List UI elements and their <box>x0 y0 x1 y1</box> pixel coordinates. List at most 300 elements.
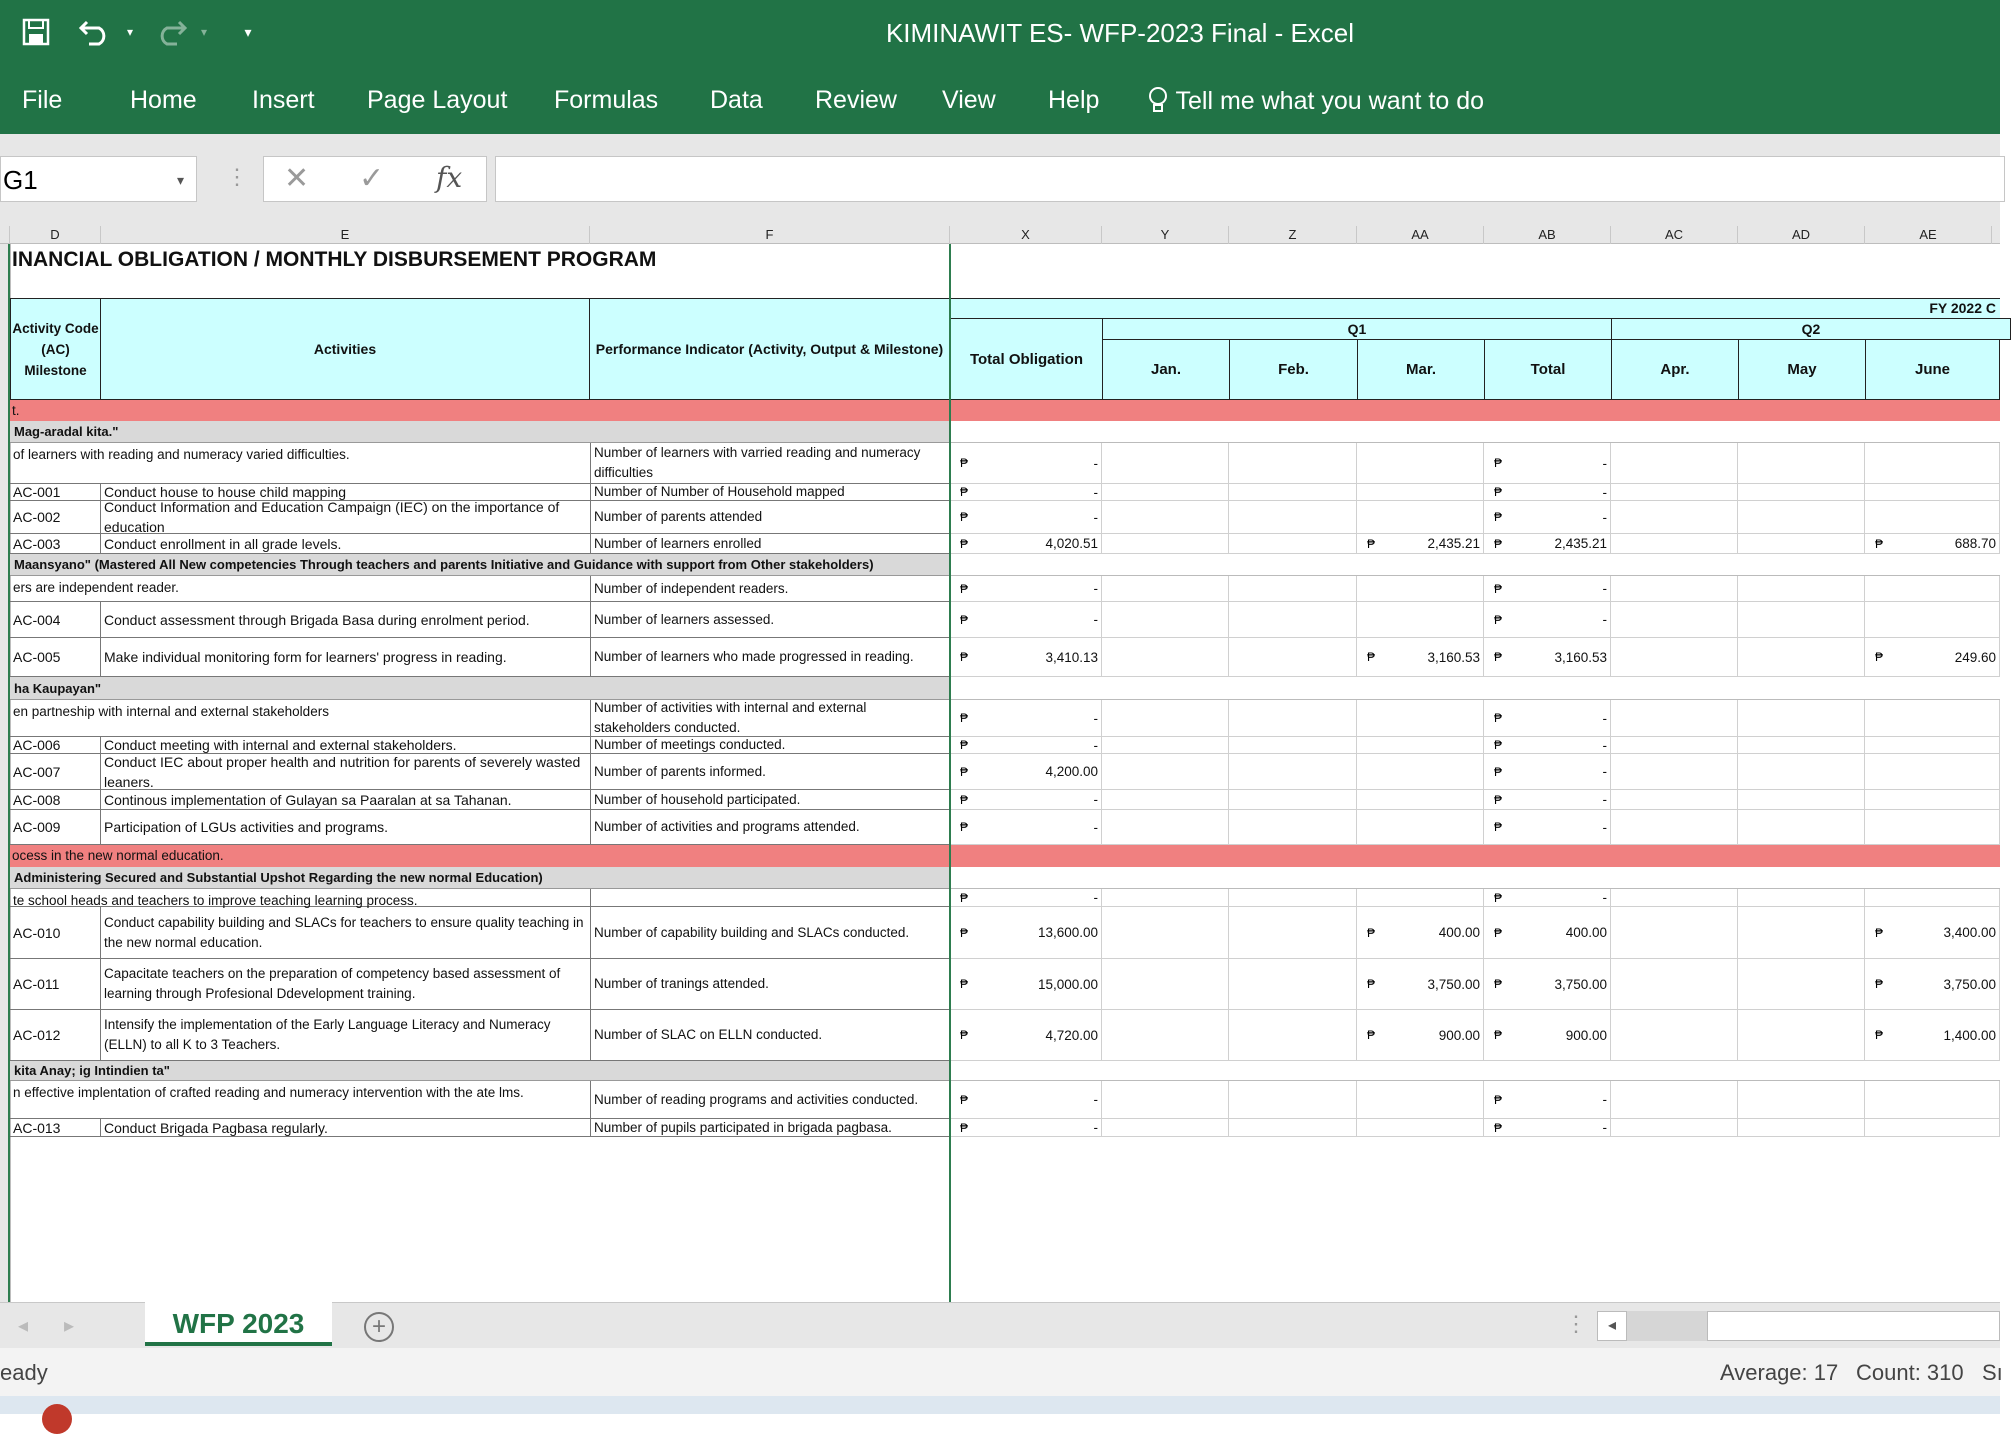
performance-indicator[interactable]: Number of learners assessed. <box>590 602 950 638</box>
amount-cell-y[interactable] <box>1102 889 1229 907</box>
amount-cell-z[interactable] <box>1229 790 1357 810</box>
amount-cell-ab[interactable]: - <box>1484 484 1611 501</box>
taskbar-strip <box>0 1396 2000 1414</box>
peso-sign: ₱ <box>1494 650 1503 664</box>
amount-cell-ad[interactable] <box>1738 534 1865 554</box>
amount-cell-ab[interactable]: - <box>1484 889 1611 907</box>
amount-cell-ae[interactable] <box>1865 576 2000 602</box>
amount-cell-ac[interactable] <box>1611 810 1738 845</box>
amount-cell-y[interactable] <box>1102 638 1229 677</box>
activity-code[interactable]: AC-009 <box>10 810 101 845</box>
amount-cell-y[interactable] <box>1102 700 1229 737</box>
amount-cell-aa[interactable] <box>1357 576 1484 602</box>
cancel-icon[interactable]: ✕ <box>284 162 310 195</box>
col-header-X[interactable]: X <box>950 226 1102 244</box>
amount-cell-ae[interactable]: 249.60 <box>1865 638 2000 677</box>
activity-code[interactable]: AC-005 <box>10 638 101 677</box>
amount-cell-ad[interactable] <box>1738 907 1865 959</box>
activity-code[interactable]: AC-010 <box>10 907 101 959</box>
amount-cell-x[interactable]: - <box>950 700 1102 737</box>
amount-cell-y[interactable] <box>1102 534 1229 554</box>
amount-cell-x[interactable]: - <box>950 889 1102 907</box>
header-may[interactable]: May <box>1738 339 1866 400</box>
taskbar-app-icon[interactable] <box>42 1404 72 1434</box>
col-header-AD[interactable]: AD <box>1738 226 1865 244</box>
status-mode: eady <box>0 1360 48 1385</box>
hscroll-track[interactable] <box>1707 1311 2000 1341</box>
tab-home[interactable]: Home <box>130 86 197 114</box>
amount-cell-aa[interactable]: 3,750.00 <box>1357 959 1484 1010</box>
amount-cell-aa[interactable] <box>1357 737 1484 754</box>
peso-sign: ₱ <box>1367 650 1376 664</box>
performance-indicator[interactable]: Number of tranings attended. <box>590 959 950 1010</box>
amount-cell-ab[interactable]: - <box>1484 602 1611 638</box>
tab-formulas[interactable]: Formulas <box>554 86 659 114</box>
amount-cell-ac[interactable] <box>1611 443 1738 484</box>
amount-cell-ae[interactable] <box>1865 1081 2000 1119</box>
activity-cell[interactable]: Conduct IEC about proper health and nutrition for parents of severely wasted leaners. <box>101 754 590 790</box>
performance-indicator[interactable]: Number of activities with internal and external stakeholders conducted. <box>590 700 950 737</box>
amount-cell-y[interactable] <box>1102 810 1229 845</box>
amount-cell-ad[interactable] <box>1738 810 1865 845</box>
amount-cell-ad[interactable] <box>1738 959 1865 1010</box>
amount-cell-ab[interactable]: - <box>1484 576 1611 602</box>
amount-cell-z[interactable] <box>1229 1010 1357 1061</box>
amount-cell-ab[interactable]: - <box>1484 700 1611 737</box>
header-total-obligation[interactable]: Total Obligation <box>950 318 1103 400</box>
amount-cell-z[interactable] <box>1229 534 1357 554</box>
column-header-row <box>0 226 2000 244</box>
col-header-F[interactable]: F <box>590 226 950 244</box>
tell-me-search[interactable] <box>1147 86 1484 116</box>
tab-page-layout[interactable]: Page Layout <box>367 86 508 114</box>
amount-cell-z[interactable] <box>1229 576 1357 602</box>
objective-cell[interactable]: ers are independent reader. <box>10 576 590 602</box>
amount-cell-x[interactable]: - <box>950 790 1102 810</box>
header-apr[interactable]: Apr. <box>1611 339 1739 400</box>
row-gray-right[interactable] <box>950 421 2000 443</box>
amount-cell-ac[interactable] <box>1611 638 1738 677</box>
tab-review[interactable]: Review <box>815 86 897 114</box>
amount-cell-z[interactable] <box>1229 484 1357 501</box>
peso-sign: ₱ <box>1875 537 1884 551</box>
amount-cell-ac[interactable] <box>1611 534 1738 554</box>
peso-sign: ₱ <box>1494 582 1503 596</box>
amount-cell-ad[interactable] <box>1738 443 1865 484</box>
new-sheet-icon[interactable]: + <box>364 1312 394 1342</box>
amount-cell-x[interactable]: 15,000.00 <box>950 959 1102 1010</box>
peso-sign: ₱ <box>960 485 969 499</box>
amount-cell-y[interactable] <box>1102 959 1229 1010</box>
peso-sign: ₱ <box>960 711 969 725</box>
ribbon <box>0 66 2000 134</box>
peso-sign: ₱ <box>960 926 969 940</box>
col-header-AC[interactable]: AC <box>1611 226 1738 244</box>
amount-cell-x[interactable]: 4,200.00 <box>950 754 1102 790</box>
peso-sign: ₱ <box>1494 1028 1503 1042</box>
amount-cell-ae[interactable]: 3,750.00 <box>1865 959 2000 1010</box>
amount-cell-x[interactable]: - <box>950 602 1102 638</box>
amount-cell-y[interactable] <box>1102 501 1229 534</box>
amount-cell-ac[interactable] <box>1611 700 1738 737</box>
col-header-D[interactable]: D <box>10 226 101 244</box>
amount-cell-ac[interactable] <box>1611 790 1738 810</box>
amount-cell-z[interactable] <box>1229 1081 1357 1119</box>
activity-cell[interactable]: Continous implementation of Gulayan sa Paaralan at sa Tahanan. <box>101 790 590 810</box>
peso-sign: ₱ <box>1494 510 1503 524</box>
performance-indicator[interactable]: Number of pupils participated in brigada pagbasa. <box>590 1119 950 1137</box>
sheet-tab-wfp-2023[interactable]: WFP 2023 <box>145 1302 332 1346</box>
amount-cell-y[interactable] <box>1102 754 1229 790</box>
amount-cell-y[interactable] <box>1102 737 1229 754</box>
amount-cell-x[interactable]: - <box>950 1119 1102 1137</box>
tab-view[interactable]: View <box>942 86 996 114</box>
performance-indicator[interactable]: Number of capability building and SLACs conducted. <box>590 907 950 959</box>
amount-cell-y[interactable] <box>1102 576 1229 602</box>
performance-indicator[interactable]: Number of meetings conducted. <box>590 737 950 754</box>
row-gray-right[interactable] <box>950 677 2000 700</box>
window-title: KIMINAWIT ES- WFP-2023 Final - Excel <box>885 18 1355 48</box>
amount-cell-aa[interactable] <box>1357 602 1484 638</box>
amount-cell-ab[interactable]: - <box>1484 790 1611 810</box>
redo-dropdown-icon[interactable]: ▾ <box>200 25 208 39</box>
amount-cell-x[interactable]: - <box>950 501 1102 534</box>
peso-sign: ₱ <box>1367 1028 1376 1042</box>
activity-cell[interactable]: Participation of LGUs activities and programs. <box>101 810 590 845</box>
row-band-gray[interactable]: Mag-aradal kita." <box>10 421 950 443</box>
lightbulb-icon <box>1147 86 1169 114</box>
amount-cell-ae[interactable] <box>1865 501 2000 534</box>
objective-cell[interactable]: n effective implentation of crafted reading and numeracy intervention with the ate lms. <box>10 1081 590 1119</box>
amount-cell-ae[interactable] <box>1865 700 2000 737</box>
col-header-E[interactable]: E <box>101 226 590 244</box>
amount-cell-ab[interactable]: 3,750.00 <box>1484 959 1611 1010</box>
performance-indicator[interactable]: Number of SLAC on ELLN conducted. <box>590 1010 950 1061</box>
header-feb[interactable]: Feb. <box>1229 339 1358 400</box>
insert-function-icon[interactable]: fx <box>436 161 463 194</box>
amount-cell-ab[interactable]: 2,435.21 <box>1484 534 1611 554</box>
undo-dropdown-icon[interactable]: ▾ <box>126 25 134 39</box>
amount-cell-x[interactable]: 13,600.00 <box>950 907 1102 959</box>
col-header-Z[interactable]: Z <box>1229 226 1357 244</box>
activity-cell[interactable]: Conduct Brigada Pagbasa regularly. <box>101 1119 590 1137</box>
activity-code[interactable]: AC-004 <box>10 602 101 638</box>
peso-sign: ₱ <box>960 820 969 834</box>
amount-cell-aa[interactable] <box>1357 484 1484 501</box>
performance-indicator[interactable]: Number of learners with varried reading and numeracy difficulties <box>590 443 950 484</box>
status-sum[interactable]: Sı <box>1982 1360 2003 1385</box>
activity-code[interactable]: AC-003 <box>10 534 101 554</box>
row-gray-right[interactable] <box>950 554 2000 576</box>
amount-cell-ac[interactable] <box>1611 889 1738 907</box>
peso-sign: ₱ <box>1494 765 1503 779</box>
performance-indicator[interactable]: Number of Number of Household mapped <box>590 484 950 501</box>
amount-cell-ad[interactable] <box>1738 790 1865 810</box>
performance-indicator[interactable]: Number of household participated. <box>590 790 950 810</box>
amount-cell-ad[interactable] <box>1738 638 1865 677</box>
header-fy[interactable]: FY 2022 C <box>950 298 2000 319</box>
amount-cell-z[interactable] <box>1229 754 1357 790</box>
amount-cell-ad[interactable] <box>1738 501 1865 534</box>
amount-cell-ad[interactable] <box>1738 700 1865 737</box>
activity-code[interactable]: AC-011 <box>10 959 101 1010</box>
row-band-pink[interactable]: t. <box>10 400 2000 421</box>
peso-sign: ₱ <box>1494 537 1503 551</box>
amount-cell-ac[interactable] <box>1611 602 1738 638</box>
amount-cell-z[interactable] <box>1229 638 1357 677</box>
amount-cell-ab[interactable]: - <box>1484 501 1611 534</box>
amount-cell-ab[interactable]: - <box>1484 737 1611 754</box>
amount-cell-ab[interactable]: - <box>1484 443 1611 484</box>
scroll-tabs-left-icon[interactable]: ◂ <box>18 1315 29 1337</box>
amount-cell-x[interactable]: - <box>950 810 1102 845</box>
amount-cell-z[interactable] <box>1229 700 1357 737</box>
amount-cell-ab[interactable]: 400.00 <box>1484 907 1611 959</box>
amount-cell-aa[interactable] <box>1357 754 1484 790</box>
customize-qat-icon[interactable]: ▾ <box>244 23 252 40</box>
header-jan[interactable]: Jan. <box>1102 339 1230 400</box>
hscroll-left-icon[interactable]: ◂ <box>1597 1311 1627 1341</box>
row-gray-right[interactable] <box>950 867 2000 889</box>
performance-indicator[interactable]: Number of activities and programs attended. <box>590 810 950 845</box>
amount-cell-ab[interactable]: - <box>1484 754 1611 790</box>
amount-cell-aa[interactable]: 3,160.53 <box>1357 638 1484 677</box>
col-header-AA[interactable]: AA <box>1357 226 1484 244</box>
amount-cell-ad[interactable] <box>1738 754 1865 790</box>
performance-indicator[interactable] <box>590 889 950 907</box>
amount-cell-ac[interactable] <box>1611 484 1738 501</box>
amount-cell-y[interactable] <box>1102 790 1229 810</box>
peso-sign: ₱ <box>960 891 969 905</box>
amount-cell-ac[interactable] <box>1611 737 1738 754</box>
peso-sign: ₱ <box>960 765 969 779</box>
activity-cell[interactable]: Intensify the implementation of the Early Language Literacy and Numeracy (ELLN) to all K to 3 Teachers. <box>101 1010 590 1061</box>
amount-cell-z[interactable] <box>1229 959 1357 1010</box>
activity-cell[interactable]: Conduct meeting with internal and external stakeholders. <box>101 737 590 754</box>
amount-cell-ac[interactable] <box>1611 576 1738 602</box>
activity-cell[interactable]: Conduct Information and Education Campaign (IEC) on the importance of education <box>101 501 590 534</box>
amount-cell-ae[interactable]: 3,400.00 <box>1865 907 2000 959</box>
amount-cell-ae[interactable]: 1,400.00 <box>1865 1010 2000 1061</box>
amount-cell-ae[interactable] <box>1865 1119 2000 1137</box>
activity-cell[interactable]: Capacitate teachers on the preparation of competency based assessment of learning through Profesional Ddevelopment training. <box>101 959 590 1010</box>
enter-icon[interactable]: ✓ <box>359 162 385 195</box>
amount-cell-z[interactable] <box>1229 501 1357 534</box>
amount-cell-x[interactable]: - <box>950 443 1102 484</box>
amount-cell-aa[interactable] <box>1357 810 1484 845</box>
amount-cell-aa[interactable]: 2,435.21 <box>1357 534 1484 554</box>
performance-indicator[interactable]: Number of independent readers. <box>590 576 950 602</box>
activity-code[interactable]: AC-012 <box>10 1010 101 1061</box>
objective-cell[interactable]: te school heads and teachers to improve teaching learning process. <box>10 889 590 907</box>
amount-cell-x[interactable]: 3,410.13 <box>950 638 1102 677</box>
peso-sign: ₱ <box>1875 650 1884 664</box>
performance-indicator[interactable]: Number of reading programs and activities conducted. <box>590 1081 950 1119</box>
amount-cell-y[interactable] <box>1102 443 1229 484</box>
amount-cell-ac[interactable] <box>1611 1081 1738 1119</box>
amount-cell-ad[interactable] <box>1738 1010 1865 1061</box>
amount-cell-ae[interactable] <box>1865 602 2000 638</box>
row-band-pink[interactable]: ocess in the new normal education. <box>10 845 2000 867</box>
tab-file[interactable]: File <box>22 86 63 114</box>
peso-sign: ₱ <box>1494 738 1503 752</box>
performance-indicator[interactable]: Number of learners enrolled <box>590 534 950 554</box>
amount-cell-ac[interactable] <box>1611 501 1738 534</box>
amount-cell-z[interactable] <box>1229 889 1357 907</box>
performance-indicator[interactable]: Number of parents attended <box>590 501 950 534</box>
peso-sign: ₱ <box>1494 1121 1503 1135</box>
row-band-gray[interactable]: ha Kaupayan" <box>10 677 950 700</box>
amount-cell-aa[interactable] <box>1357 700 1484 737</box>
amount-cell-aa[interactable]: 900.00 <box>1357 1010 1484 1061</box>
activity-code[interactable]: AC-013 <box>10 1119 101 1137</box>
spreadsheet-grid[interactable] <box>0 244 2000 1302</box>
activity-cell[interactable]: Conduct capability building and SLACs for teachers to ensure quality teaching in the new normal education. <box>101 907 590 959</box>
header-activity-code[interactable]: Activity Code (AC) Milestone <box>10 298 101 400</box>
amount-cell-ad[interactable] <box>1738 576 1865 602</box>
tab-data[interactable]: Data <box>710 86 763 114</box>
amount-cell-aa[interactable]: 400.00 <box>1357 907 1484 959</box>
header-q2[interactable]: Q2 <box>1611 318 2011 340</box>
amount-cell-ae[interactable] <box>1865 889 2000 907</box>
title-bar <box>0 0 2000 66</box>
activity-code[interactable]: AC-006 <box>10 737 101 754</box>
objective-cell[interactable]: of learners with reading and numeracy varied difficulties. <box>10 443 590 484</box>
amount-cell-ad[interactable] <box>1738 889 1865 907</box>
amount-cell-ac[interactable] <box>1611 959 1738 1010</box>
amount-cell-aa[interactable] <box>1357 889 1484 907</box>
status-count[interactable]: Count: 310 <box>1856 1360 1964 1385</box>
amount-cell-ab[interactable]: - <box>1484 1081 1611 1119</box>
row-band-gray[interactable]: Maansyano" (Mastered All New competencies Through teachers and parents Initiative and Guidance with support from Other stakeholders) <box>10 554 950 576</box>
amount-cell-x[interactable]: - <box>950 737 1102 754</box>
amount-cell-y[interactable] <box>1102 907 1229 959</box>
amount-cell-y[interactable] <box>1102 1081 1229 1119</box>
amount-cell-aa[interactable] <box>1357 443 1484 484</box>
activity-code[interactable]: AC-008 <box>10 790 101 810</box>
amount-cell-x[interactable]: - <box>950 1081 1102 1119</box>
formula-input[interactable] <box>495 156 2005 202</box>
col-header-AB[interactable]: AB <box>1484 226 1611 244</box>
hscroll-thumb[interactable] <box>1627 1311 1707 1341</box>
objective-cell[interactable]: en partneship with internal and external stakeholders <box>10 700 590 737</box>
amount-cell-z[interactable] <box>1229 737 1357 754</box>
amount-cell-ab[interactable]: 3,160.53 <box>1484 638 1611 677</box>
amount-cell-ac[interactable] <box>1611 754 1738 790</box>
peso-sign: ₱ <box>1494 793 1503 807</box>
peso-sign: ₱ <box>1875 977 1884 991</box>
activity-cell[interactable]: Make individual monitoring form for learners' progress in reading. <box>101 638 590 677</box>
header-mar[interactable]: Mar. <box>1357 339 1485 400</box>
amount-cell-x[interactable]: 4,020.51 <box>950 534 1102 554</box>
amount-cell-x[interactable]: 4,720.00 <box>950 1010 1102 1061</box>
amount-cell-ab[interactable]: - <box>1484 810 1611 845</box>
header-june[interactable]: June <box>1865 339 2000 400</box>
amount-cell-x[interactable]: - <box>950 576 1102 602</box>
amount-cell-ac[interactable] <box>1611 1119 1738 1137</box>
amount-cell-ae[interactable] <box>1865 790 2000 810</box>
sheet-title[interactable]: INANCIAL OBLIGATION / MONTHLY DISBURSEMENT PROGRAM <box>12 248 657 271</box>
peso-sign: ₱ <box>960 613 969 627</box>
activity-code[interactable]: AC-007 <box>10 754 101 790</box>
name-box[interactable]: G1 ▾ <box>0 156 197 202</box>
amount-cell-ad[interactable] <box>1738 602 1865 638</box>
peso-sign: ₱ <box>960 456 969 470</box>
header-activities[interactable]: Activities <box>100 298 590 400</box>
header-q1[interactable]: Q1 <box>1102 318 1612 340</box>
amount-cell-ad[interactable] <box>1738 1081 1865 1119</box>
amount-cell-aa[interactable] <box>1357 501 1484 534</box>
activity-cell[interactable]: Conduct enrollment in all grade levels. <box>101 534 590 554</box>
name-box-dropdown-icon[interactable]: ▾ <box>176 172 184 188</box>
amount-cell-ad[interactable] <box>1738 484 1865 501</box>
amount-cell-ad[interactable] <box>1738 737 1865 754</box>
amount-cell-ac[interactable] <box>1611 907 1738 959</box>
row-gray-right[interactable] <box>950 1061 2000 1081</box>
amount-cell-ac[interactable] <box>1611 1010 1738 1061</box>
amount-cell-z[interactable] <box>1229 443 1357 484</box>
row-band-gray[interactable]: Administering Secured and Substantial Upshot Regarding the new normal Education) <box>10 867 950 889</box>
amount-cell-x[interactable]: - <box>950 484 1102 501</box>
amount-cell-z[interactable] <box>1229 1119 1357 1137</box>
amount-cell-ab[interactable]: - <box>1484 1119 1611 1137</box>
amount-cell-aa[interactable] <box>1357 1081 1484 1119</box>
amount-cell-ae[interactable] <box>1865 737 2000 754</box>
col-header-AE[interactable]: AE <box>1865 226 1992 244</box>
amount-cell-ad[interactable] <box>1738 1119 1865 1137</box>
select-all-corner[interactable] <box>0 226 10 244</box>
amount-cell-aa[interactable] <box>1357 1119 1484 1137</box>
row-band-gray[interactable]: kita Anay; ig Intindien ta" <box>10 1061 950 1081</box>
status-average[interactable]: Average: 17 <box>1720 1360 1839 1385</box>
activity-cell[interactable]: Conduct house to house child mapping <box>101 484 590 501</box>
amount-cell-ae[interactable] <box>1865 754 2000 790</box>
header-q1-total[interactable]: Total <box>1484 339 1612 400</box>
status-bar <box>0 1348 2003 1396</box>
tab-insert[interactable]: Insert <box>252 86 315 114</box>
performance-indicator[interactable]: Number of parents informed. <box>590 754 950 790</box>
tab-help[interactable]: Help <box>1048 86 1100 114</box>
activity-cell[interactable]: Conduct assessment through Brigada Basa during enrolment period. <box>101 602 590 638</box>
amount-cell-y[interactable] <box>1102 484 1229 501</box>
col-header-Y[interactable]: Y <box>1102 226 1229 244</box>
amount-cell-ae[interactable] <box>1865 484 2000 501</box>
amount-cell-y[interactable] <box>1102 1010 1229 1061</box>
activity-code[interactable]: AC-002 <box>10 501 101 534</box>
amount-cell-y[interactable] <box>1102 602 1229 638</box>
tab-split-grip-icon[interactable]: ⋮ <box>1565 1311 1587 1336</box>
activity-code[interactable]: AC-001 <box>10 484 101 501</box>
peso-sign: ₱ <box>1494 977 1503 991</box>
amount-cell-y[interactable] <box>1102 1119 1229 1137</box>
amount-cell-ae[interactable] <box>1865 443 2000 484</box>
amount-cell-aa[interactable] <box>1357 790 1484 810</box>
amount-cell-ae[interactable]: 688.70 <box>1865 534 2000 554</box>
peso-sign: ₱ <box>1494 485 1503 499</box>
peso-sign: ₱ <box>960 1028 969 1042</box>
scroll-tabs-right-icon[interactable]: ▸ <box>64 1315 75 1337</box>
freeze-pane-divider <box>949 244 951 1302</box>
amount-cell-z[interactable] <box>1229 602 1357 638</box>
tell-me-text: Tell me what you want to do <box>1175 87 1484 115</box>
performance-indicator[interactable]: Number of learners who made progressed in reading. <box>590 638 950 677</box>
amount-cell-ab[interactable]: 900.00 <box>1484 1010 1611 1061</box>
formula-bar-grip-icon[interactable]: ⋮ <box>226 164 248 189</box>
amount-cell-ae[interactable] <box>1865 810 2000 845</box>
header-performance-indicator[interactable]: Performance Indicator (Activity, Output & Milestone) <box>589 298 950 400</box>
amount-cell-z[interactable] <box>1229 810 1357 845</box>
amount-cell-z[interactable] <box>1229 907 1357 959</box>
